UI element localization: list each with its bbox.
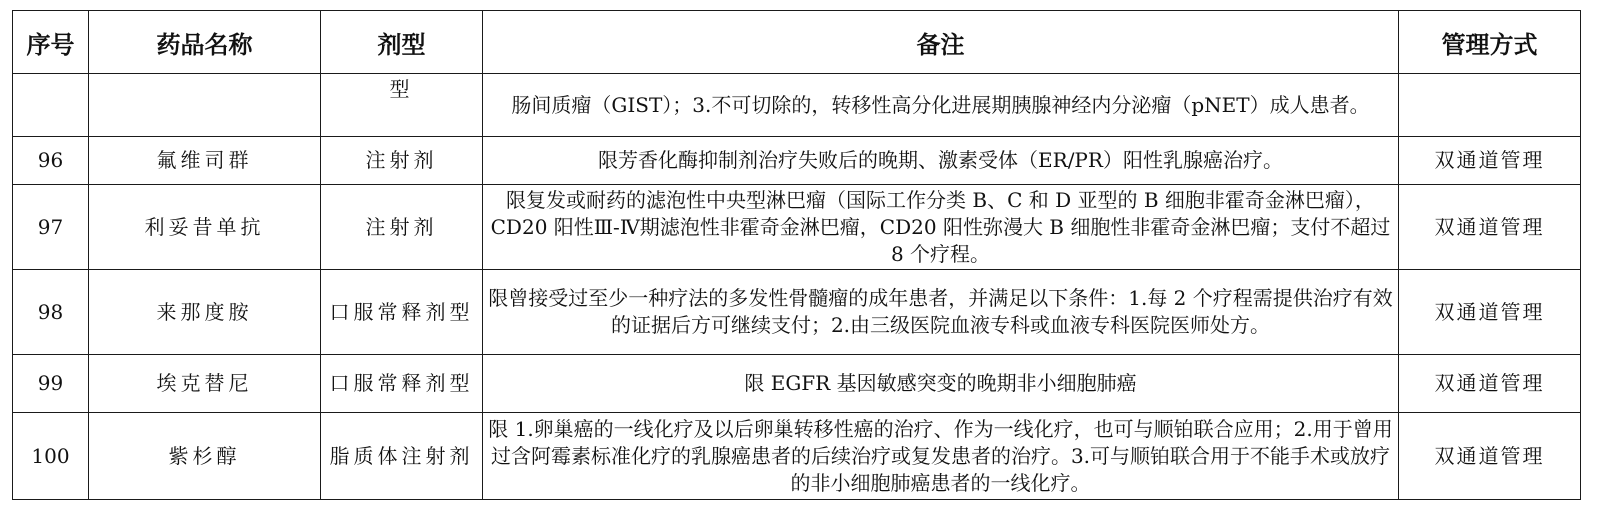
- row-number: 99: [13, 355, 89, 413]
- dosage-form: 型: [321, 74, 483, 137]
- table-row: [13, 270, 1581, 355]
- table-row: [13, 137, 1581, 185]
- management-mode: 双通道管理: [1399, 413, 1581, 500]
- management-mode: 双通道管理: [1399, 270, 1581, 355]
- dosage-form: 注射剂: [321, 137, 483, 185]
- drug-list-table: [12, 10, 1581, 500]
- drug-name: 紫杉醇: [89, 413, 321, 500]
- remarks: 肠间质瘤（GIST）；3.不可切除的，转移性高分化进展期胰腺神经内分泌瘤（pNET）成人患者。: [483, 74, 1399, 137]
- management-mode: [1399, 74, 1581, 137]
- table-header-row: [13, 11, 1581, 74]
- header-dosage-form: 剂型: [321, 11, 483, 74]
- dosage-form: 注射剂: [321, 185, 483, 270]
- header-remarks: 备注: [483, 11, 1399, 74]
- management-mode: 双通道管理: [1399, 185, 1581, 270]
- row-number: [13, 74, 89, 137]
- table-row: [13, 185, 1581, 270]
- remarks: 限曾接受过至少一种疗法的多发性骨髓瘤的成年患者，并满足以下条件：1.每 2 个疗程需提供治疗有效的证据后方可继续支付；2.由三级医院血液专科或血液专科医院医师处方。: [483, 270, 1399, 355]
- drug-name: 氟维司群: [89, 137, 321, 185]
- row-number: 100: [13, 413, 89, 500]
- drug-name: [89, 74, 321, 137]
- table-row: [13, 413, 1581, 500]
- remarks: 限芳香化酶抑制剂治疗失败后的晚期、激素受体（ER/PR）阳性乳腺癌治疗。: [483, 137, 1399, 185]
- drug-name: 利妥昔单抗: [89, 185, 321, 270]
- management-mode: 双通道管理: [1399, 355, 1581, 413]
- header-management-mode: 管理方式: [1399, 11, 1581, 74]
- remarks: 限 1.卵巢癌的一线化疗及以后卵巢转移性癌的治疗、作为一线化疗，也可与顺铂联合应用；2.用于曾用过含阿霉素标准化疗的乳腺癌患者的后续治疗或复发患者的治疗。3.可与顺铂联合用于不能手术或放疗的非小细胞肺癌患者的一线化疗。: [483, 413, 1399, 500]
- drug-name: 埃克替尼: [89, 355, 321, 413]
- remarks: 限 EGFR 基因敏感突变的晚期非小细胞肺癌: [483, 355, 1399, 413]
- dosage-form: 口服常释剂型: [321, 270, 483, 355]
- table-row: [13, 355, 1581, 413]
- drug-name: 来那度胺: [89, 270, 321, 355]
- table-row: [13, 74, 1581, 137]
- management-mode: 双通道管理: [1399, 137, 1581, 185]
- row-number: 98: [13, 270, 89, 355]
- header-drug-name: 药品名称: [89, 11, 321, 74]
- header-number: 序号: [13, 11, 89, 74]
- row-number: 96: [13, 137, 89, 185]
- row-number: 97: [13, 185, 89, 270]
- dosage-form: 脂质体注射剂: [321, 413, 483, 500]
- dosage-form: 口服常释剂型: [321, 355, 483, 413]
- remarks: 限复发或耐药的滤泡性中央型淋巴瘤（国际工作分类 B、C 和 D 亚型的 B 细胞非霍奇金淋巴瘤），CD20 阳性Ⅲ-Ⅳ期滤泡性非霍奇金淋巴瘤，CD20 阳性弥漫大 B 细胞性非霍奇金淋巴瘤；支付不超过 8 个疗程。: [483, 185, 1399, 270]
